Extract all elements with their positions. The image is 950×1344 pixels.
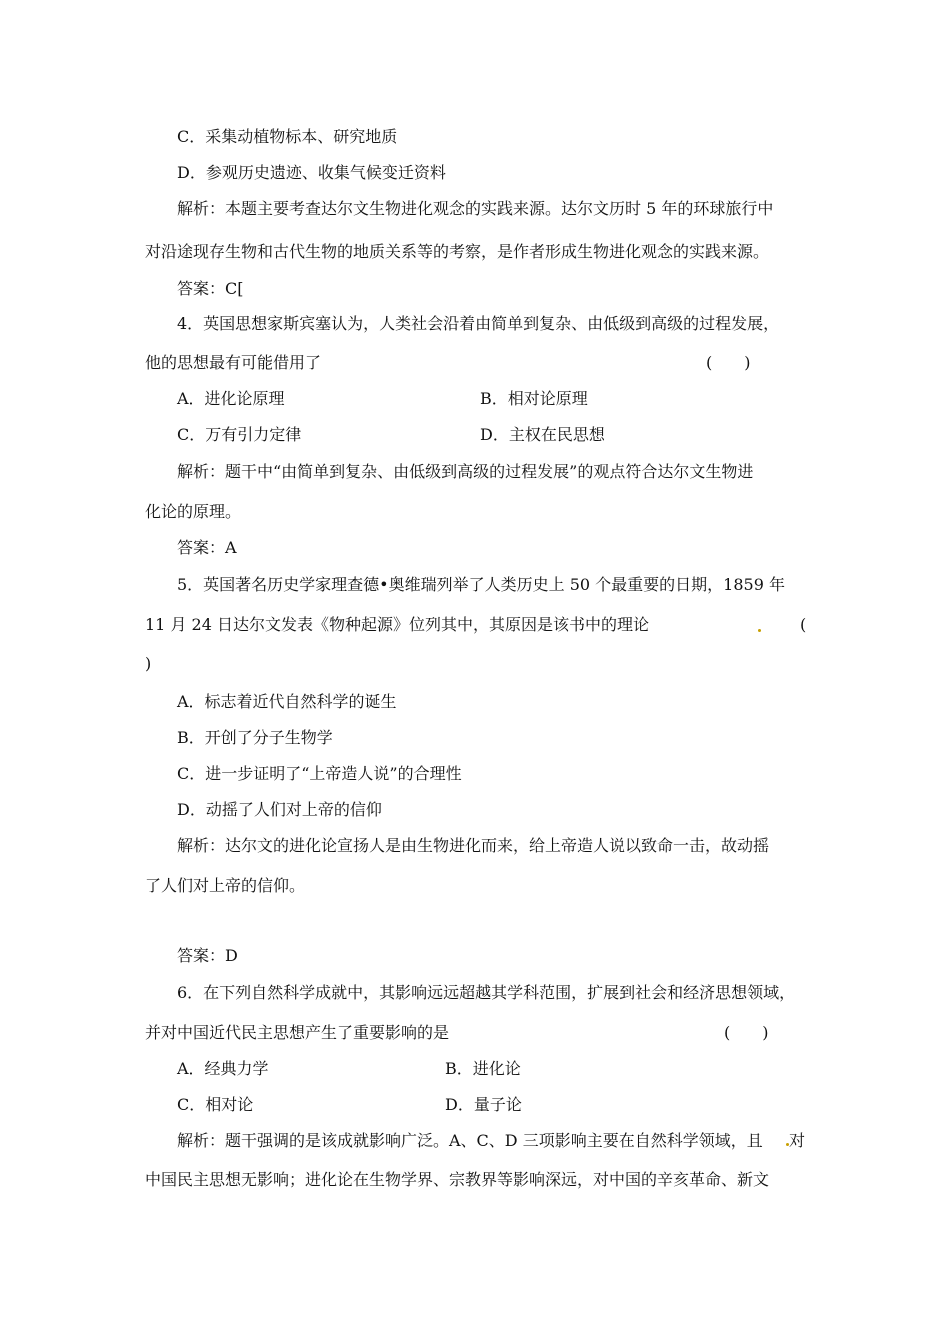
question5-option-d: D．动摇了人们对上帝的信仰 — [177, 800, 382, 819]
question6-option-a: A．经典力学 — [177, 1059, 269, 1078]
question6-analysis-line1-tail: 对 — [789, 1131, 806, 1150]
question6-option-b: B．进化论 — [445, 1059, 521, 1078]
question6-stem-line2: 并对中国近代民主思想产生了重要影响的是 — [145, 1023, 450, 1042]
question5-option-b: B．开创了分子生物学 — [177, 728, 333, 747]
question6-option-c: C．相对论 — [177, 1095, 254, 1114]
question4-option-c: C．万有引力定律 — [177, 425, 302, 444]
question6-option-d: D．量子论 — [445, 1095, 522, 1114]
question5-analysis-line1: 解析：达尔文的进化论宣扬人是由生物进化而来，给上帝造人说以致命一击，故动摇 — [177, 836, 770, 855]
question4-analysis-line1: 解析：题干中“由简单到复杂、由低级到高级的过程发展”的观点符合达尔文生物进 — [177, 462, 754, 481]
question6-answer-blank: ( ) — [724, 1023, 769, 1042]
question4-option-d: D．主权在民思想 — [480, 425, 605, 444]
question4-stem-line2: 他的思想最有可能借用了 — [145, 353, 322, 372]
question5-stem-line2: 11 月 24 日达尔文发表《物种起源》位列其中，其原因是该书中的理论 — [145, 615, 649, 634]
question4-option-b: B．相对论原理 — [480, 389, 588, 408]
question5-answer: 答案：D — [177, 946, 238, 965]
question4-answer-blank: ( ) — [706, 353, 751, 372]
question4-answer: 答案：A — [177, 538, 237, 557]
question4-analysis-line2: 化论的原理。 — [145, 502, 242, 521]
question5-paren-open: ( — [800, 615, 807, 634]
question3-answer: 答案：C[ — [177, 279, 244, 298]
question3-analysis-line1: 解析：本题主要考查达尔文生物进化观念的实践来源。达尔文历时 5 年的环球旅行中 — [177, 199, 774, 218]
question3-option-c: C．采集动植物标本、研究地质 — [177, 127, 398, 146]
question3-analysis-line2: 对沿途现存生物和古代生物的地质关系等的考察，是作者形成生物进化观念的实践来源。 — [145, 242, 770, 261]
question4-stem-line1: 4．英国思想家斯宾塞认为，人类社会沿着由简单到复杂、由低级到高级的过程发展， — [177, 314, 780, 333]
question5-paren-close: ) — [145, 654, 152, 673]
stray-mark-dot — [758, 629, 761, 632]
question3-option-d: D．参观历史遗迹、收集气候变迁资料 — [177, 163, 446, 182]
question5-option-a: A．标志着近代自然科学的诞生 — [177, 692, 397, 711]
question4-option-a: A．进化论原理 — [177, 389, 285, 408]
question6-analysis-line1: 解析：题干强调的是该成就影响广泛。A、C、D 三项影响主要在自然科学领域，且 — [177, 1131, 763, 1150]
question5-stem-line1: 5．英国著名历史学家理查德•奥维瑞列举了人类历史上 50 个最重要的日期，1859 年 — [177, 575, 785, 594]
question6-analysis-line2: 中国民主思想无影响；进化论在生物学界、宗教界等影响深远，对中国的辛亥革命、新文 — [145, 1170, 770, 1189]
question5-option-c: C．进一步证明了“上帝造人说”的合理性 — [177, 764, 462, 783]
question5-analysis-line2: 了人们对上帝的信仰。 — [145, 876, 306, 895]
question6-stem-line1: 6．在下列自然科学成就中，其影响远远超越其学科范围，扩展到社会和经济思想领域， — [177, 983, 796, 1002]
